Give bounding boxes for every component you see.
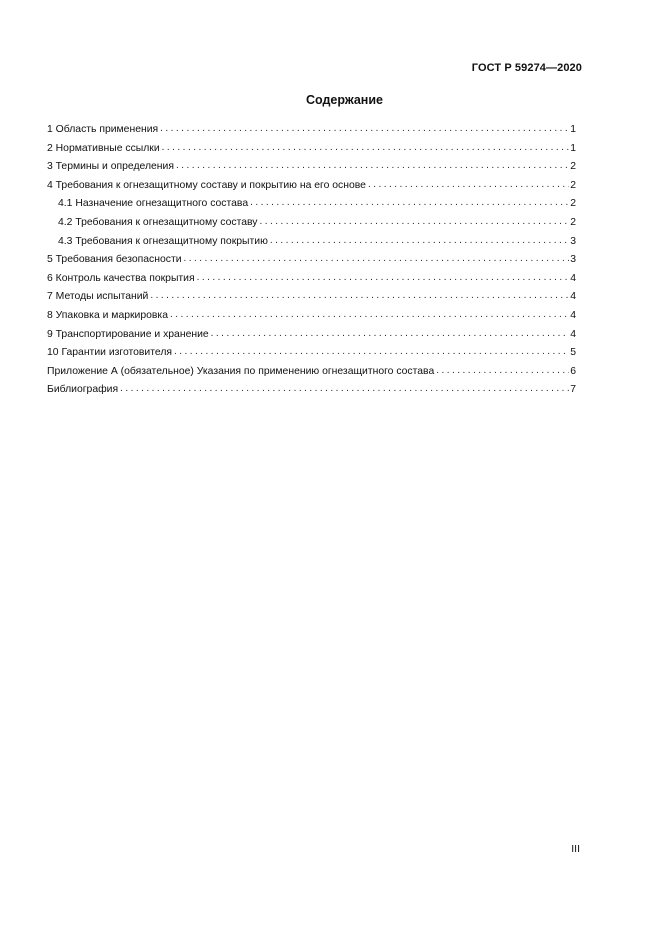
- toc-entry-label: 6 Контроль качества покрытия: [47, 272, 195, 284]
- toc-dot-leader: [150, 290, 569, 301]
- toc-entry-label: 5 Требования безопасности: [47, 254, 182, 266]
- toc-entry-label: 10 Гарантии изготовителя: [47, 347, 173, 359]
- toc-dot-leader: [270, 235, 569, 246]
- toc-entry[interactable]: [47, 384, 576, 403]
- toc-entry[interactable]: [47, 124, 576, 143]
- toc-title: Содержание: [305, 93, 383, 107]
- toc-entry-page: 3: [570, 254, 576, 266]
- toc-entry[interactable]: [47, 347, 576, 366]
- toc-entry-page: 2: [570, 179, 576, 191]
- toc-entry-page: 4: [570, 272, 576, 284]
- toc-entry-label: 4 Требования к огнезащитному составу и покрытию на его основе: [47, 179, 366, 191]
- toc-entry-label: Приложение А (обязательное) Указания по применению огнезащитного состава: [47, 365, 435, 377]
- toc-dot-leader: [160, 123, 569, 134]
- toc-entry[interactable]: [47, 143, 576, 162]
- toc-entry[interactable]: [47, 366, 576, 385]
- toc-entry-label: 1 Область применения: [47, 124, 159, 135]
- toc-entry-label: 4.3 Требования к огнезащитному покрытию: [58, 235, 268, 247]
- toc-entry-page: 2: [570, 216, 576, 228]
- toc-entry[interactable]: [47, 310, 576, 329]
- toc-entry-page: 2: [570, 198, 576, 210]
- page-number: III: [571, 843, 580, 855]
- toc-subentry[interactable]: [47, 217, 576, 236]
- toc-entry-label: Библиография: [47, 384, 119, 396]
- toc-dot-leader: [250, 197, 569, 208]
- toc-entry[interactable]: [47, 273, 576, 292]
- toc-dot-leader: [368, 179, 569, 190]
- toc-entry-label: 7 Методы испытаний: [47, 291, 149, 303]
- toc-entry[interactable]: [47, 329, 576, 348]
- toc-subentry[interactable]: [47, 236, 576, 255]
- table-of-contents: [47, 124, 576, 403]
- toc-entry-label: 8 Упаковка и маркировка: [47, 309, 168, 321]
- toc-entry-page: 1: [570, 124, 576, 135]
- toc-subentry[interactable]: [47, 198, 576, 217]
- toc-dot-leader: [197, 272, 570, 283]
- toc-entry-page: 6: [570, 365, 576, 377]
- toc-dot-leader: [170, 309, 569, 320]
- toc-entry-page: 5: [570, 347, 576, 359]
- toc-entry[interactable]: [47, 291, 576, 310]
- toc-dot-leader: [211, 328, 570, 339]
- toc-entry[interactable]: [47, 161, 576, 180]
- toc-entry-page: 4: [570, 291, 576, 303]
- toc-entry-label: 3 Термины и определения: [47, 161, 174, 173]
- toc-entry-page: 4: [570, 328, 576, 340]
- toc-dot-leader: [120, 383, 569, 394]
- toc-entry-label: 9 Транспортирование и хранение: [47, 328, 209, 340]
- toc-entry-page: 1: [570, 142, 576, 154]
- toc-entry-page: 3: [570, 235, 576, 247]
- toc-entry-page: 4: [570, 309, 576, 321]
- toc-entry-label: 2 Нормативные ссылки: [47, 142, 160, 154]
- toc-entry-label: 4.1 Назначение огнезащитного состава: [58, 198, 249, 210]
- document-code: ГОСТ Р 59274—2020: [471, 62, 582, 74]
- toc-dot-leader: [436, 365, 569, 376]
- toc-dot-leader: [174, 346, 569, 357]
- toc-dot-leader: [260, 216, 570, 227]
- toc-entry-label: 4.2 Требования к огнезащитному составу: [58, 216, 258, 228]
- toc-dot-leader: [184, 253, 570, 264]
- toc-entry[interactable]: [47, 254, 576, 273]
- toc-dot-leader: [176, 160, 569, 171]
- toc-entry-page: 7: [570, 384, 576, 396]
- toc-dot-leader: [162, 142, 570, 153]
- toc-entry[interactable]: [47, 180, 576, 199]
- toc-entry-page: 2: [570, 161, 576, 173]
